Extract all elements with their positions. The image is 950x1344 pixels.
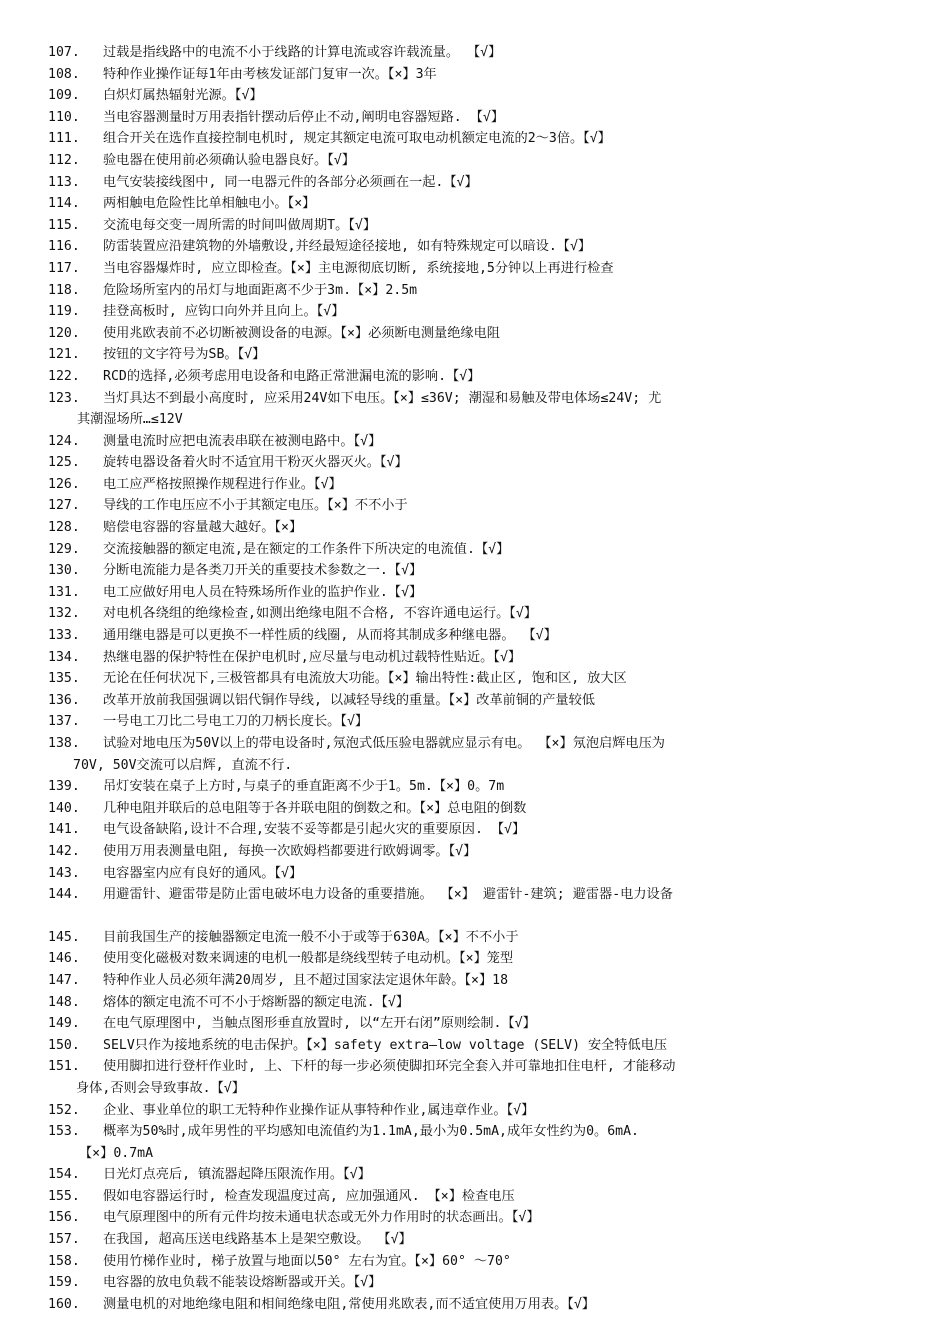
item-text-continued: 【×】0.7mA [79,1145,154,1161]
item-number: 132. [48,606,80,622]
item-text: 通用继电器是可以更换不一样性质的线圈, 从而将其制成多种继电器。 【√】 [103,628,557,644]
item-number: 121. [48,347,80,363]
list-item [0,258,950,280]
list-item [0,1186,950,1208]
item-text: 无论在任何状况下,三极管都具有电流放大功能。【×】输出特性:截止区, 饱和区, 放大区 [103,671,627,687]
list-item [0,927,950,949]
item-number: 134. [48,649,80,665]
list-item [0,344,950,366]
item-text: SELV只作为接地系统的电击保护。【×】safety extra—low voltage (SELV) 安全特低电压 [103,1037,668,1053]
item-text: 按钮的文字符号为SB。【√】 [103,347,266,363]
list-item [0,863,950,885]
item-number: 148. [48,994,80,1010]
item-number: 112. [48,152,80,168]
list-item [0,1100,950,1122]
list-item [0,1294,950,1316]
item-number: 114. [48,196,80,212]
item-number: 139. [48,779,80,795]
item-number: 146. [48,951,80,967]
item-text: 组合开关在选作直接控制电机时, 规定其额定电流可取电动机额定电流的2～3倍。【√】 [103,131,611,147]
list-item [0,1121,950,1164]
list-item [0,42,950,64]
item-number: 123. [48,390,80,406]
item-number: 120. [48,325,80,341]
item-text: 测量电机的对地绝缘电阻和相间绝缘电阻,常使用兆欧表,而不适宜使用万用表。【√】 [103,1296,595,1312]
list-item [0,948,950,970]
item-text: 企业、事业单位的职工无特种作业操作证从事特种作业,属违章作业。【√】 [103,1102,535,1118]
list-item [0,1251,950,1273]
item-number: 131. [48,584,80,600]
item-text: 吊灯安装在桌子上方时,与桌子的垂直距离不少于1。5m.【×】0。7m [103,779,505,795]
item-text: 使用脚扣进行登杆作业时, 上、下杆的每一步必须使脚扣环完全套入并可靠地扣住电杆, 才能移动 [103,1059,676,1075]
item-text: 旋转电器设备着火时不适宜用干粉灭火器灭火。【√】 [103,455,408,471]
item-text-continued: 身体,否则会导致事故.【√】 [76,1080,245,1096]
list-item [0,495,950,517]
list-item [0,452,950,474]
list-item [0,711,950,733]
list-item [0,150,950,172]
item-text: 危险场所室内的吊灯与地面距离不少于3m.【×】2.5m [103,282,418,298]
item-number: 149. [48,1016,80,1032]
list-item [0,1164,950,1186]
list-item [0,323,950,345]
item-number: 140. [48,800,80,816]
list-item [0,517,950,539]
list-item [0,128,950,150]
list-item [0,280,950,302]
list-item [0,776,950,798]
item-text: 交流接触器的额定电流,是在额定的工作条件下所决定的电流值.【√】 [103,541,510,557]
item-text: 当电容器爆炸时, 应立即检查。【×】主电源彻底切断, 系统接地,5分钟以上再进行检查 [103,260,614,276]
item-number: 130. [48,563,80,579]
item-number: 153. [48,1124,80,1140]
list-item [0,992,950,1014]
item-text: 特种作业操作证每1年由考核发证部门复审一次。【×】3年 [103,66,437,82]
item-text: 过载是指线路中的电流不小于线路的计算电流或容许载流量。 【√】 [103,45,502,60]
item-number: 111. [48,131,80,147]
item-number: 157. [48,1232,80,1248]
item-text: 改革开放前我国强调以铝代铜作导线, 以减轻导线的重量。【×】改革前铜的产量较低 [103,692,595,708]
item-text: 使用万用表测量电阻, 每换一次欧姆档都要进行欧姆调零。【√】 [103,843,477,859]
item-number: 154. [48,1167,80,1183]
item-number: 150. [48,1037,80,1053]
item-number: 141. [48,822,80,838]
list-item [0,107,950,129]
list-item [0,690,950,712]
item-number: 108. [48,66,80,82]
item-number: 119. [48,304,80,320]
item-text: 概率为50%时,成年男性的平均感知电流值约为1.1mA,最小为0.5mA,成年女性约为0。6mA. [103,1124,639,1140]
item-number: 147. [48,972,80,988]
item-number: 142. [48,843,80,859]
item-number: 136. [48,692,80,708]
list-item [0,366,950,388]
item-number: 151. [48,1059,80,1075]
item-number: 115. [48,217,80,233]
item-text: 白炽灯属热辐射光源。【√】 [103,88,263,104]
list-item [0,193,950,215]
list-item [0,841,950,863]
list-item [0,539,950,561]
item-text: 测量电流时应把电流表串联在被测电路中。【√】 [103,433,382,449]
item-text: 导线的工作电压应不小于其额定电压。【×】不不小于 [103,498,408,514]
item-text: 电气安装接线图中, 同一电器元件的各部分必须画在一起.【√】 [103,174,478,190]
item-text: 使用竹梯作业时, 梯子放置与地面以50° 左右为宜。【×】60° ～70° [103,1253,511,1269]
item-number: 144. [48,887,80,903]
item-number: 126. [48,476,80,492]
item-number: 145. [48,929,80,945]
item-text: 两相触电危险性比单相触电小。【×】 [103,196,316,212]
list-item [0,884,950,906]
item-number: 129. [48,541,80,557]
item-text: 挂登高板时, 应钩口向外并且向上。【√】 [103,304,345,320]
item-text: 用避雷针、避雷带是防止雷电破坏电力设备的重要措施。 【×】 避雷针-建筑; 避雷器-电力设备 [103,887,673,903]
list-item [0,1272,950,1294]
item-text: 防雷装置应沿建筑物的外墙敷设,并经最短途径接地, 如有特殊规定可以暗设.【√】 [103,239,592,255]
item-text: 分断电流能力是各类刀开关的重要技术参数之一.【√】 [103,563,423,579]
list-item [0,582,950,604]
item-text: 赔偿电容器的容量越大越好。【×】 [103,520,303,536]
item-text: 电容器室内应有良好的通风。【√】 [103,865,303,881]
item-text: 交流电每交变一周所需的时间叫做周期T。【√】 [103,217,377,233]
list-item [0,172,950,194]
item-number: 156. [48,1210,80,1226]
question-list [0,42,950,1315]
item-number: 160. [48,1296,80,1312]
item-number: 107. [48,45,80,60]
item-text: 日光灯点亮后, 镇流器起降压限流作用。【√】 [103,1167,371,1183]
item-text: RCD的选择,必须考虑用电设备和电路正常泄漏电流的影响.【√】 [103,368,481,384]
item-text: 在我国, 超高压送电线路基本上是架空敷设。 【√】 [103,1232,412,1248]
list-item [0,603,950,625]
list-item [0,301,950,323]
item-text: 电工应做好用电人员在特殊场所作业的监护作业.【√】 [103,584,423,600]
item-number: 113. [48,174,80,190]
list-item [0,85,950,107]
item-number: 118. [48,282,80,298]
item-text: 电工应严格按照操作规程进行作业。【√】 [103,476,342,492]
item-text: 试验对地电压为50V以上的带电设备时,氖泡式低压验电器就应显示有电。 【×】氖泡启辉电压为 [103,736,665,751]
item-number: 128. [48,520,80,536]
item-text: 假如电容器运行时, 检查发现温度过高, 应加强通风. 【×】检查电压 [103,1188,515,1204]
list-item [0,236,950,258]
item-number: 110. [48,109,80,125]
list-item [0,819,950,841]
list-item [0,1056,950,1099]
item-number: 122. [48,368,80,384]
item-text: 熔体的额定电流不可不小于熔断器的额定电流.【√】 [103,994,410,1010]
list-item [0,647,950,669]
item-text-continued: 70V, 50V交流可以启辉, 直流不行. [73,757,293,773]
item-text: 在电气原理图中, 当触点图形垂直放置时, 以“左开右闭”原则绘制.【√】 [103,1016,536,1032]
item-number: 124. [48,433,80,449]
item-text-continued: 其潮湿场所…≤12V [77,412,183,428]
item-text: 对电机各绕组的绝缘检查,如测出绝缘电阻不合格, 不容许通电运行。【√】 [103,606,537,622]
item-text: 电气原理图中的所有元件均按未通电状态或无外力作用时的状态画出。【√】 [103,1210,540,1226]
item-text: 目前我国生产的接触器额定电流一般不小于或等于630A。【×】不不小于 [103,929,519,945]
item-number: 155. [48,1188,80,1204]
list-item [0,388,950,431]
list-item [0,474,950,496]
item-text: 当灯具达不到最小高度时, 应采用24V如下电压。【×】≤36V; 潮湿和易触及带电体场≤24V; 尤 [103,390,662,406]
list-item [0,1035,950,1057]
item-text: 特种作业人员必须年满20周岁, 且不超过国家法定退休年龄。【×】18 [103,972,509,988]
list-item [0,625,950,647]
item-text: 使用兆欧表前不必切断被测设备的电源。【×】必须断电测量绝缘电阻 [103,325,500,341]
item-number: 133. [48,628,80,644]
item-number: 109. [48,88,80,104]
item-number: 116. [48,239,80,255]
item-number: 125. [48,455,80,471]
list-item [0,1013,950,1035]
list-item [0,1229,950,1251]
item-text: 一号电工刀比二号电工刀的刀柄长度长。【√】 [103,714,369,730]
list-item [0,215,950,237]
item-number: 135. [48,671,80,687]
item-number: 143. [48,865,80,881]
list-item [0,970,950,992]
item-number: 152. [48,1102,80,1118]
item-number: 117. [48,260,80,276]
list-item [0,64,950,86]
item-text: 使用变化磁极对数来调速的电机一般都是绕线型转子电动机。【×】笼型 [103,951,514,967]
list-item [0,560,950,582]
item-number: 138. [48,736,80,751]
item-text: 验电器在使用前必须确认验电器良好。【√】 [103,152,355,168]
list-item [0,1207,950,1229]
item-number: 137. [48,714,80,730]
list-item [0,668,950,690]
item-text: 电气设备缺陷,设计不合理,安装不妥等都是引起火灾的重要原因. 【√】 [103,822,526,838]
item-number: 159. [48,1275,80,1291]
list-item [0,798,950,820]
item-number: 127. [48,498,80,514]
item-text: 几种电阻并联后的总电阻等于各并联电阻的倒数之和。【×】总电阻的倒数 [103,800,527,816]
list-item [0,431,950,453]
item-text: 热继电器的保护特性在保护电机时,应尽量与电动机过载特性贴近。【√】 [103,649,522,665]
item-text: 电容器的放电负载不能装设熔断器或开关。【√】 [103,1275,382,1291]
item-text: 当电容器测量时万用表指针摆动后停止不动,阐明电容器短路. 【√】 [103,109,505,125]
list-item [0,733,950,776]
item-number: 158. [48,1253,80,1269]
